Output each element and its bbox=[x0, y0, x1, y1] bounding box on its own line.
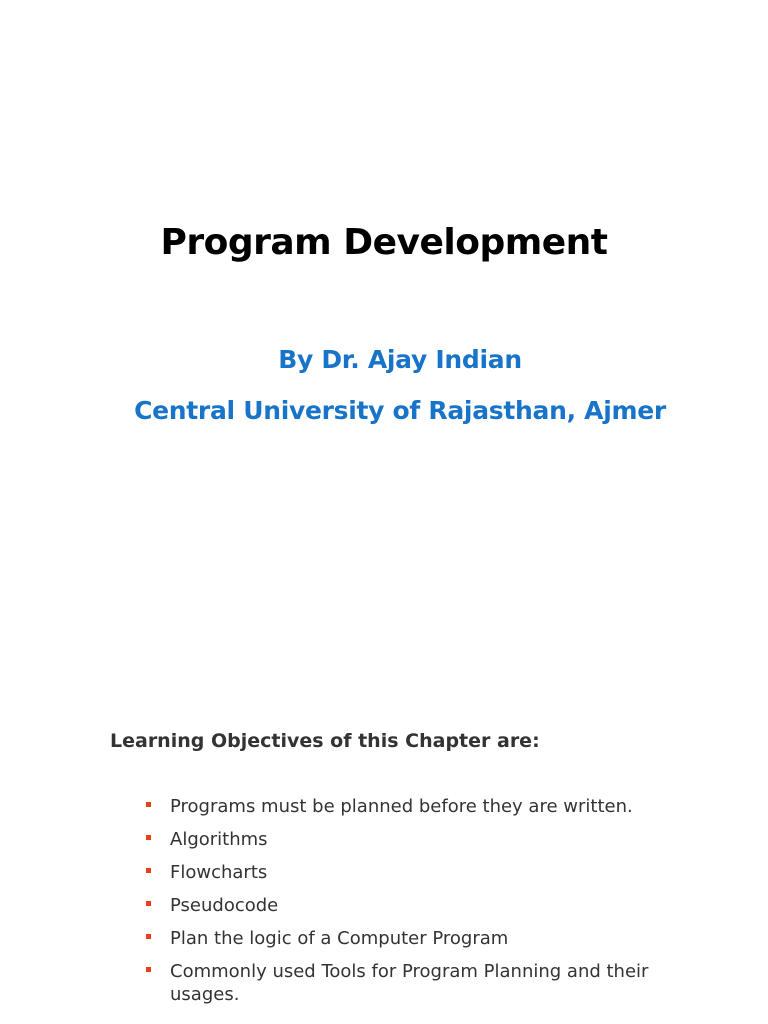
list-item bbox=[144, 894, 664, 917]
slide-title: Program Development bbox=[160, 222, 608, 263]
objectives-heading: Learning Objectives of this Chapter are: bbox=[110, 730, 540, 752]
square-bullet-icon bbox=[146, 901, 151, 906]
affiliation-line: Central University of Rajasthan, Ajmer bbox=[134, 396, 666, 425]
square-bullet-icon bbox=[146, 868, 151, 873]
list-item-text: Pseudocode bbox=[170, 895, 279, 916]
list-item-text: Algorithms bbox=[170, 829, 268, 850]
square-bullet-icon bbox=[146, 967, 151, 972]
list-item-text: Plan the logic of a Computer Program bbox=[170, 928, 509, 949]
list-item bbox=[144, 861, 664, 884]
list-item-text: Flowcharts bbox=[170, 862, 268, 883]
list-item-text: Commonly used Tools for Program Planning and their usages. bbox=[170, 961, 649, 1005]
list-item bbox=[144, 927, 664, 950]
objectives-list bbox=[144, 795, 664, 1016]
square-bullet-icon bbox=[146, 835, 151, 840]
list-item bbox=[144, 828, 664, 851]
list-item bbox=[144, 960, 664, 1006]
square-bullet-icon bbox=[146, 802, 151, 807]
square-bullet-icon bbox=[146, 934, 151, 939]
list-item bbox=[144, 795, 664, 818]
author-line: By Dr. Ajay Indian bbox=[278, 345, 522, 374]
list-item-text: Programs must be planned before they are written. bbox=[170, 796, 633, 817]
